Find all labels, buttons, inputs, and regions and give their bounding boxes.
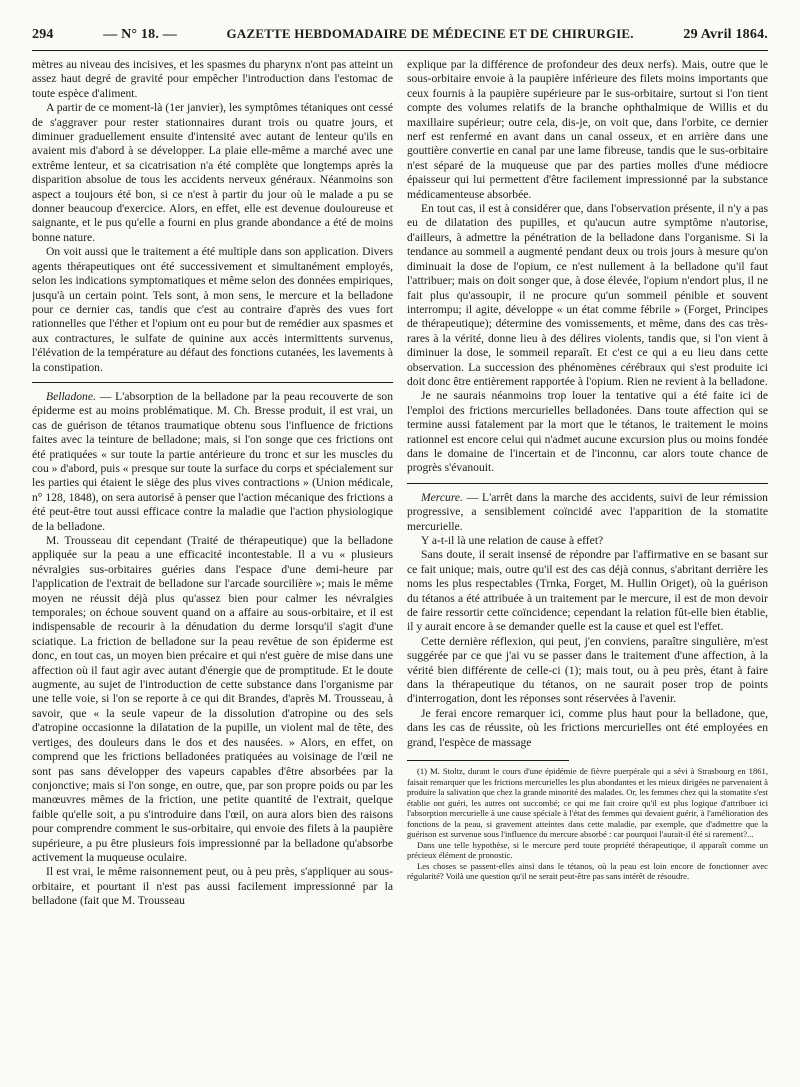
paragraph-text: — L'absorption de la belladone par la peau recouverte de son épiderme est au moins problématique. M. Ch. Bresse produit, il est vrai, un cas de guérison de tétanos traumatique obtenu sous l'influence de frictions faites avec la teinture de belladone; mais, si l'on songe que ces frictions ont été pratiquées « sur toute la partie antérieure du tronc et sur les muscles du cou » d'abord, puis « presque sur toute la surface du corps et spécialement sur les parties qui étaient le siège des plus vives contractions » (Union médicale, n° 128, 1848), on sera autorisé à penser que l'action mécanique des frictions a été peut-être tout aussi efficace contre la maladie que l'action physiologique de la belladone. xyxy=(32,389,393,533)
section-paragraph xyxy=(32,390,393,534)
header-rule xyxy=(32,50,768,51)
footnote: (1) M. Stoltz, durant le cours d'une épidémie de fièvre puerpérale qui a sévi à Strasbourg en 1861, faisait remarquer que les frictions mercurielles les plus abondantes et les mieux dirigées ne parvenaient à produire la salivation que chez la grande minorité des malades. Or, les femmes chez qui la stomatite s'est établie ont guéri, les autres ont succombé; ce qui me fait croire qu'il est plus logique d'attribuer ici l'absorption mercurielle à une cause spéciale à l'état des femmes qui devaient guérir, à l'amélioration des fonctions de la peau, si gravement atteintes dans cette maladie, par exemple, que d'admettre que la guérison est survenue sous l'influence du mercure absorbé : car pourquoi l'aurait-il été si rarement?... xyxy=(407,766,768,840)
paragraph: Cette dernière réflexion, qui peut, j'en conviens, paraître singulière, m'est suggérée par ce que j'ai vu se passer dans le traitement d'une affection, à la vérité bien différente de celle-ci (1); mais tout, ou à peu près, étant à faire dans la thérapeutique du tétanos, on ne saurait poser trop de points d'interrogation, dont les réponses sont réservées à l'avenir. xyxy=(407,634,768,706)
text-columns xyxy=(32,58,768,1069)
footnote-rule xyxy=(407,760,569,761)
paragraph: Il est vrai, le même raisonnement peut, ou à peu près, s'appliquer au sous-orbitaire, et pourtant il n'est pas aussi facilement impressionné par la belladone (fait que M. Trousseau xyxy=(32,865,393,908)
page-number: 294 xyxy=(32,27,54,42)
section-divider xyxy=(32,382,393,383)
footnote: Dans une telle hypothèse, si le mercure perd toute propriété thérapeutique, il apparaît comme un précieux élément de pronostic. xyxy=(407,839,768,861)
left-column xyxy=(32,58,393,1069)
right-column xyxy=(407,58,768,1069)
journal-title: GAZETTE HEBDOMADAIRE DE MÉDECINE ET DE CHIRURGIE. xyxy=(226,26,634,41)
paragraph: Y a-t-il là une relation de cause à effet? xyxy=(421,534,604,547)
paragraph: M. Trousseau dit cependant (Traité de thérapeutique) que la belladone appliquée sur la peau a une efficacité incontestable. Il a vu « plusieurs névralgies sus-orbitaires guéries dans l'espace d'une demi-heure par l'application de l'extrait de belladone sur l'arcade sourcilière »; mais le même moyen ne réussit déjà plus qu'assez bien pour calmer les névralgies temporales; on échoue souvent quand on a affaire au sous-orbitaire, et il est indispensable de recourir à la dénudation du derme lorsqu'il s'agit d'une sciatique. La friction de belladone sur la peau revêtue de son épiderme est donc, en tout cas, un moyen bien précaire et qui n'est guère de mise dans une affection où il faut agir avec autant d'énergie que de promptitude. Et le doute augmente, au sujet de l'introduction de cette substance dans l'organisme par une telle voie, si l'on se reporte à ce qui dit Brandes, d'après M. Trousseau, à savoir, que « la seule vapeur de la dissolution d'atropine ou des sels d'atropine occasionne la dilatation de la pupille, un violent mal de tête, des vertiges, des douleurs dans le dos et des nausées. » Alors, en effet, on comprend que les frictions belladonées pratiquées au voisinage de l'œil ne sont pas sans développer des vapeurs capables d'être absorbées par la conjonctive; mais si l'on songe, en outre, que, par son propre poids ou par les manœuvres mêmes de la friction, une petite quantité de l'extrait, quelque faible qu'elle soit, a pu s'introduire dans l'œil, on aura alors bien des raisons pour comprendre comment le sus-orbitaire, qui envoie des filets à la paupière supérieure, a pu être plusieurs fois impressionné par la belladone qu'absorbe activement la muqueuse oculaire. xyxy=(32,534,393,864)
paragraph: En tout cas, il est à considérer que, dans l'observation présente, il n'y a pas eu de dilatation des pupilles, et qu'aucun autre symptôme n'autorise, d'ailleurs, à admettre la pénétration de la belladone dans l'organisme. Si la tendance au sommeil a augmenté pendant deux ou trois jours à mesure qu'on diminuait la dose de l'opium, ce n'est nullement à la belladone qu'il faut l'attribuer; mais on doit songer que, à dose élevée, l'opium n'endort plus, il ne fait plus qu'assoupir, il ne procure qu'un sommeil pénible et souvent interrompu; il agite, développe « un état comme fébrile » (Forget, Principes de thérapeutique); détermine des vomissements, et même, dans des cas très-rares à la vérité, donne lieu à des délires violents, tandis que, si l'on vient à diminuer la dose, le sommeil reparaît. Et c'est ce qui a eu lieu dans cette observation. La succession des phénomènes cérébraux qui s'est produite ici doit donc être entièrement rapportée à l'opium. Rien ne revient à la belladone. xyxy=(407,202,768,388)
paragraph: Je ferai encore remarquer ici, comme plus haut pour la belladone, que, dans les cas de réussite, où les frictions mercurielles ont été employées en grand, l'espèce de massage xyxy=(407,706,768,749)
issue-number: — N° 18. — xyxy=(103,27,177,42)
paragraph: Je ne saurais néanmoins trop louer la tentative qui a été faite ici de l'emploi des frictions mercurielles belladonées. Dans toute affection qui se termine aussi fatalement par la mort que le tétanos, le traitement le moins rationnel est encore celui qui n'admet aucune excursion plus ou moins fondée dans le domaine de l'incertain et de l'inconnu, car alors toute chance de progrès s'évanouit. xyxy=(407,389,768,475)
footnotes xyxy=(407,766,768,882)
footnote: Les choses se passent-elles ainsi dans le tétanos, où la peau est loin encore de fonctionner avec régularité? Voilà une question qu'il ne serait peut-être pas sans intérêt de résoudre. xyxy=(407,860,768,882)
paragraph: A partir de ce moment-là (1er janvier), les symptômes tétaniques ont cessé de s'aggraver pour rester stationnaires durant trois ou quatre jours, et diminuer graduellement ensuite d'intensité avec autant de lenteur qu'ils en avaient mis d'abord à se développer. La plaie elle-même a marché avec une extrême lenteur, et sa cicatrisation n'a été complète que longtemps après la disparition absolue de tous les accidents nerveux généraux. Néanmoins son aspect a toujours été bon, si ce n'est à partir du jour où le malade a pu se donner beaucoup d'exercice. Alors, en effet, elle est devenue douloureuse et saignante, et le pus qu'elle a fourni en plus grande abondance a été de moins bonne nature. xyxy=(32,101,393,244)
paragraph: mètres au niveau des incisives, et les spasmes du pharynx n'ont pas atteint un assez haut degré de gravité pour empêcher l'introduction dans l'estomac de toute espèce d'aliment. xyxy=(32,58,393,100)
paragraph-text: — L'arrêt dans la marche des accidents, suivi de leur rémission progressive, a sensiblement coïncidé avec l'apparition de la stomatite mercurielle. xyxy=(407,490,768,533)
section-divider xyxy=(407,483,768,484)
section-heading-belladone: Belladone. xyxy=(46,389,96,403)
section-heading-mercure: Mercure. xyxy=(421,490,463,504)
paragraph: explique par la différence de profondeur des deux nerfs). Mais, outre que le sous-orbitaire envoie à la paupière inférieure des filets moins importants que ceux fournis à la paupière supérieure par le sus-orbitaire, surtout si l'on tient compte des volumes relatifs de la branche ophthalmique de Willis et du maxillaire supérieur; outre cela, dis-je, on voit que, dans l'orbite, ce dernier nerf est renfermé en avant dans un canal osseux, et en arrière dans une gouttière convertie en canal par une lame fibreuse, tandis que le sus-orbitaire n'est séparé de la muqueuse que par des parties molles d'une médiocre épaisseur qui lui permettent d'être facilement impressionné par la substance médicamenteuse absorbée. xyxy=(407,58,768,201)
page-header xyxy=(32,26,768,48)
paragraph: Sans doute, il serait insensé de répondre par l'affirmative en se basant sur ce fait unique; mais, outre qu'il est des cas déjà connus, s'abritant derrière les noms les plus respectables (Trnka, Forget, M. Hullin Origet), où la guérison du tétanos a été attribuée à un traitement par le mercure, il est de mon devoir de faire ressortir cette coïncidence; cependant la relation fût-elle bien établie, il y aurait encore à se demander quelle est la cause et quel est l'effet. xyxy=(407,548,768,634)
section-paragraph xyxy=(407,491,768,534)
issue-date: 29 Avril 1864. xyxy=(683,27,768,42)
paragraph: On voit aussi que le traitement a été multiple dans son application. Divers agents thérapeutiques ont été successivement et simultanément employés, selon les indications symptomatiques et même selon des données empiriques, jusqu'à un certain point. Tels sont, à mon sens, le mercure et la belladone pour ce dernier cas, tandis que c'est au contraire d'après des vues fort rationnelles que l'éther et l'opium ont eu pour but de remédier aux spasmes et aux contractures, le sulfate de quinine aux accès intermittents survenus, l'élévation de la température au défaut des fonctions cutanées, les lavements à la constipation. xyxy=(32,245,393,374)
